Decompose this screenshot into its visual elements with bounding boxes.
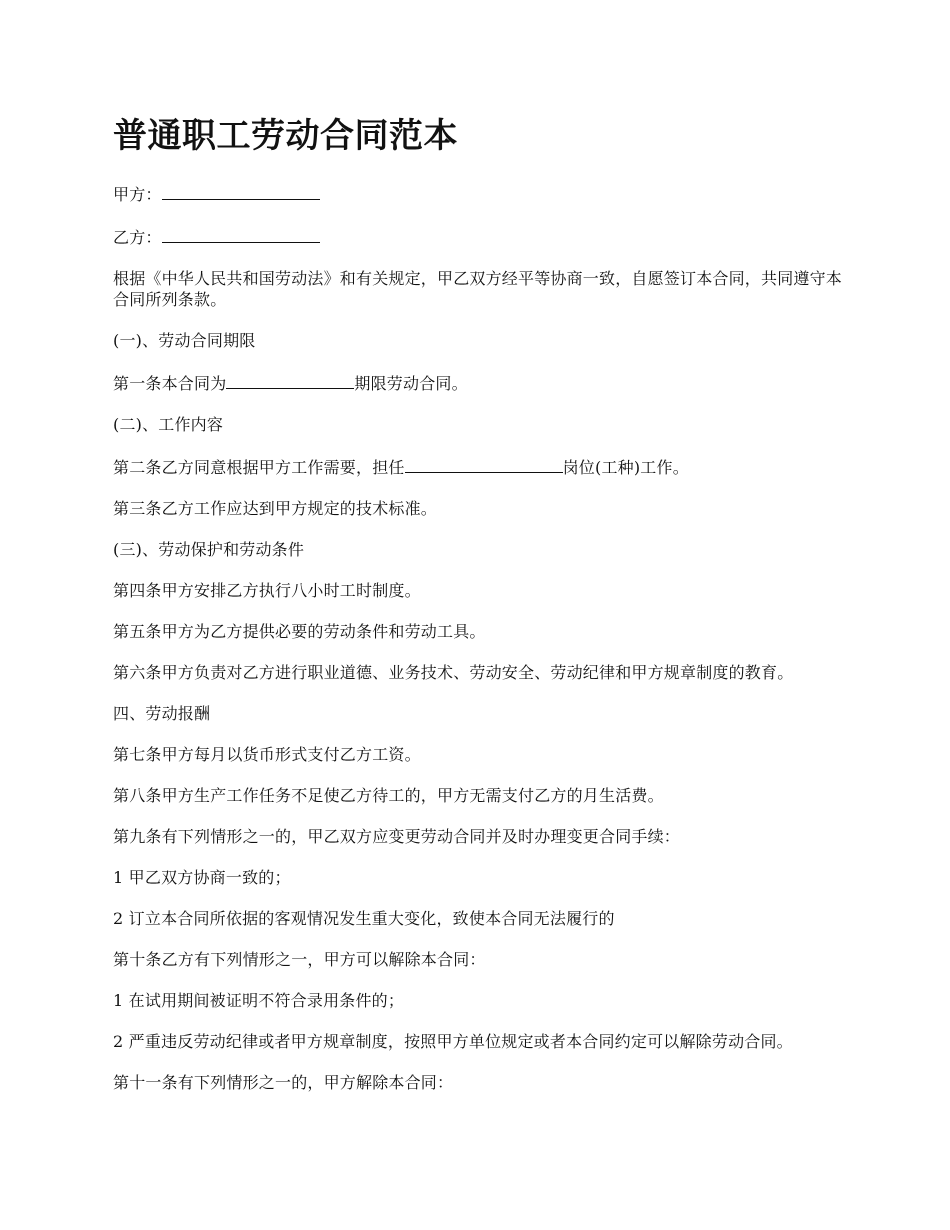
article5: 第五条甲方为乙方提供必要的劳动条件和劳动工具。 — [113, 622, 486, 641]
preamble: 根据《中华人民共和国劳动法》和有关规定，甲乙双方经平等协商一致，自愿签订本合同，共同遵守本合同所列条款。 — [113, 269, 843, 309]
article1-pre: 第一条本合同为 — [113, 374, 227, 393]
article8: 第八条甲方生产工作任务不足使乙方待工的，甲方无需支付乙方的月生活费。 — [113, 786, 664, 805]
article10-item2: 2 严重违反劳动纪律或者甲方规章制度，按照甲方单位规定或者本合同约定可以解除劳动合同。 — [113, 1032, 793, 1051]
article11: 第十一条有下列情形之一的，甲方解除本合同： — [113, 1073, 454, 1092]
article9-item1: 1 甲乙双方协商一致的； — [113, 868, 291, 887]
section1-heading: (一)、劳动合同期限 — [113, 331, 256, 350]
article6: 第六条甲方负责对乙方进行职业道德、业务技术、劳动安全、劳动纪律和甲方规章制度的教育。 — [113, 663, 794, 682]
article4: 第四条甲方安排乙方执行八小时工时制度。 — [113, 581, 421, 600]
article9-item2: 2 订立本合同所依据的客观情况发生重大变化，致使本合同无法履行的 — [113, 909, 615, 928]
party-a-label: 甲方： — [113, 185, 162, 204]
article1-blank — [226, 371, 354, 389]
party-b-blank — [162, 225, 320, 243]
article2-blank — [405, 455, 563, 473]
document-title: 普通职工劳动合同范本 — [113, 116, 458, 156]
party-b-label: 乙方： — [113, 228, 162, 247]
section2-heading: (二)、工作内容 — [113, 415, 224, 434]
article1 — [113, 371, 853, 394]
article2 — [113, 455, 853, 478]
party-a-line — [113, 182, 853, 205]
section3-heading: (三)、劳动保护和劳动条件 — [113, 540, 305, 559]
article10: 第十条乙方有下列情形之一，甲方可以解除本合同： — [113, 950, 486, 969]
article3: 第三条乙方工作应达到甲方规定的技术标准。 — [113, 499, 438, 518]
article10-item1: 1 在试用期间被证明不符合录用条件的； — [113, 991, 405, 1010]
article1-post: 期限劳动合同。 — [354, 374, 468, 393]
article9: 第九条有下列情形之一的，甲乙双方应变更劳动合同并及时办理变更合同手续： — [113, 827, 681, 846]
article7: 第七条甲方每月以货币形式支付乙方工资。 — [113, 745, 421, 764]
article2-post: 岗位(工种)工作。 — [562, 458, 689, 477]
section4-heading: 四、劳动报酬 — [113, 704, 211, 723]
document-page — [113, 112, 853, 1113]
article2-pre: 第二条乙方同意根据甲方工作需要，担任 — [113, 458, 405, 477]
party-b-line — [113, 225, 853, 248]
party-a-blank — [162, 182, 320, 200]
